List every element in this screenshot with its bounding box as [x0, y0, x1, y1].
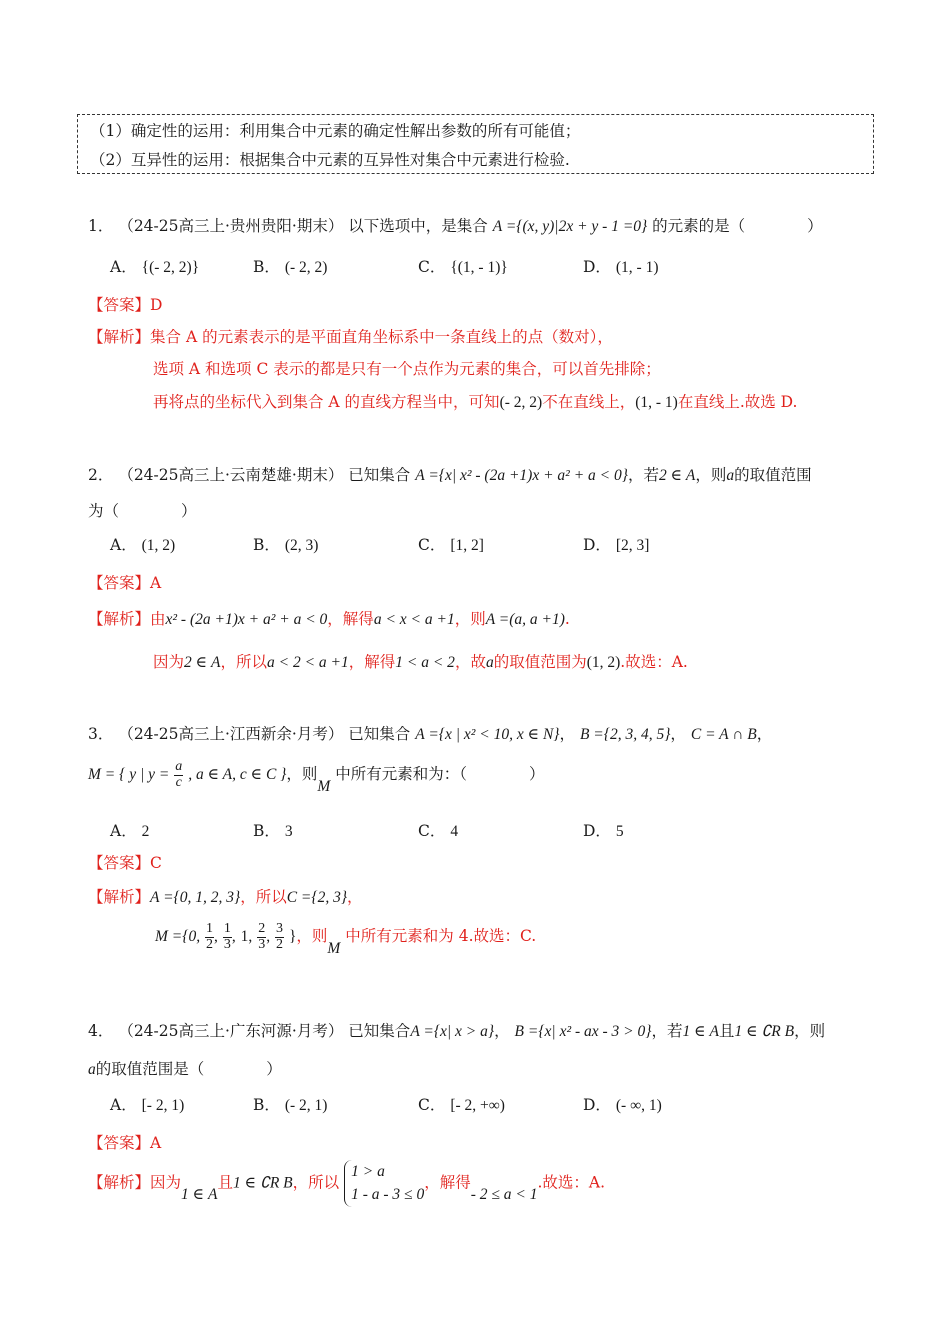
answer-2: 【答案】A	[88, 574, 162, 592]
question-2-stem: 2． （24-25高三上·云南楚雄·期末） 已知集合 A ={x| x² - (2a +1)x + a² + a < 0}，若2 ∈ A，则a的取值范围	[88, 466, 812, 484]
option-a[interactable]: A． (1, 2)	[110, 536, 176, 554]
analysis-1-line-2: 选项 A 和选项 C 表示的都是只有一个点作为元素的集合，可以首先排除；	[153, 360, 661, 378]
question-number: 3．	[88, 725, 114, 743]
answer-3: 【答案】C	[88, 854, 162, 872]
analysis-3-line-1: 【解析】A ={0, 1, 2, 3}，所以C ={2, 3}，	[88, 888, 363, 906]
set-a: A ={x| x > a}	[410, 1023, 495, 1040]
question-4-stem: 4． （24-25高三上·广东河源·月考） 已知集合A ={x| x > a}， B ={x| x² - ax - 3 > 0}，若1 ∈ A且1 ∈ ∁R B，则	[88, 1022, 826, 1040]
option-c[interactable]: C． {(1, - 1)}	[418, 258, 508, 276]
option-a[interactable]: A． {(- 2, 2)}	[110, 258, 200, 276]
set-expression: A ={(x, y)|2x + y - 1 =0}	[492, 218, 648, 235]
note-line-2: （2）互异性的运用：根据集合中元素的互异性对集合中元素进行检验.	[90, 151, 570, 169]
option-b[interactable]: B． (- 2, 2)	[253, 258, 328, 276]
set-a: A ={x | x² < 10, x ∈ N}	[415, 726, 560, 743]
option-b[interactable]: B． 3	[253, 822, 293, 840]
question-number: 2．	[88, 466, 114, 484]
fraction-a-over-c: $\frac{a}{c}$	[175, 759, 183, 790]
analysis-3-line-2: M ={0, $\frac{1}{2}$ , $\frac{1}{3}$ , 1, $\frac{2}{3}$ , $\frac{3}{2}$ }，则M 中所有元素和为 4.故选：C.	[155, 921, 537, 958]
question-source: （24-25高三上·江西新余·月考）	[118, 725, 344, 743]
option-b[interactable]: B． (2, 3)	[253, 536, 319, 554]
option-d[interactable]: D． (- ∞, 1)	[583, 1096, 662, 1114]
option-c[interactable]: C． [- 2, +∞)	[418, 1096, 505, 1114]
analysis-1-line-1: 【解析】集合 A 的元素表示的是平面直角坐标系中一条直线上的点（数对），	[88, 328, 613, 346]
note-line-1: （1）确定性的运用：利用集合中元素的确定性解出参数的所有可能值；	[90, 122, 581, 140]
question-number: 1．	[88, 217, 114, 235]
analysis-1-line-3: 再将点的坐标代入到集合 A 的直线方程当中，可知(- 2, 2)不在直线上，(1, - 1)在直线上.故选 D.	[153, 393, 798, 411]
set-b: B ={2, 3, 4, 5}	[579, 726, 671, 743]
question-number: 4．	[88, 1022, 114, 1040]
question-3-stem-line-2: M = { y | y = $\frac{a}{c}$ , a ∈ A, c ∈ C }，则M 中所有元素和为：（ ）	[88, 759, 545, 796]
inequality-system: 1 > a 1 - a - 3 ≤ 0	[344, 1160, 424, 1207]
option-b[interactable]: B． (- 2, 1)	[253, 1096, 328, 1114]
option-c[interactable]: C． [1, 2]	[418, 536, 484, 554]
option-a[interactable]: A． [- 2, 1)	[110, 1096, 185, 1114]
set-b: B ={x| x² - ax - 3 > 0}	[514, 1023, 652, 1040]
option-d[interactable]: D． [2, 3]	[583, 536, 650, 554]
set-expression: A ={x| x² - (2a +1)x + a² + a < 0}	[415, 467, 628, 484]
option-a[interactable]: A． 2	[110, 822, 150, 840]
option-c[interactable]: C． 4	[418, 822, 459, 840]
set-c: C = A ∩ B	[690, 726, 757, 743]
analysis-4: 【解析】因为1 ∈ A且1 ∈ ∁R B，所以 1 > a 1 - a - 3 ≤ 0 ，解得- 2 ≤ a < 1.故选：A.	[88, 1160, 605, 1207]
question-source: （24-25高三上·云南楚雄·期末）	[118, 466, 344, 484]
answer-4: 【答案】A	[88, 1134, 162, 1152]
question-source: （24-25高三上·贵州贵阳·期末）	[118, 217, 344, 235]
option-d[interactable]: D． (1, - 1)	[583, 258, 659, 276]
question-4-stem-line-2: a的取值范围是（ ）	[88, 1060, 282, 1078]
question-2-stem-line-2: 为（ ）	[88, 502, 197, 520]
question-source: （24-25高三上·广东河源·月考）	[118, 1022, 344, 1040]
option-d[interactable]: D． 5	[583, 822, 624, 840]
question-1-stem: 1． （24-25高三上·贵州贵阳·期末） 以下选项中，是集合 A ={(x, y)|2x + y - 1 =0} 的元素的是（ ）	[88, 217, 823, 235]
answer-1: 【答案】D	[88, 296, 163, 314]
analysis-2-line-1: 【解析】由x² - (2a +1)x + a² + a < 0，解得a < x < a +1，则A =(a, a +1).	[88, 610, 570, 628]
analysis-2-line-2: 因为2 ∈ A，所以a < 2 < a +1，解得1 < a < 2，故a的取值范围为(1, 2).故选：A.	[153, 653, 688, 671]
question-3-stem: 3． （24-25高三上·江西新余·月考） 已知集合 A ={x | x² < 10, x ∈ N}， B ={2, 3, 4, 5}， C = A ∩ B，	[88, 725, 773, 743]
